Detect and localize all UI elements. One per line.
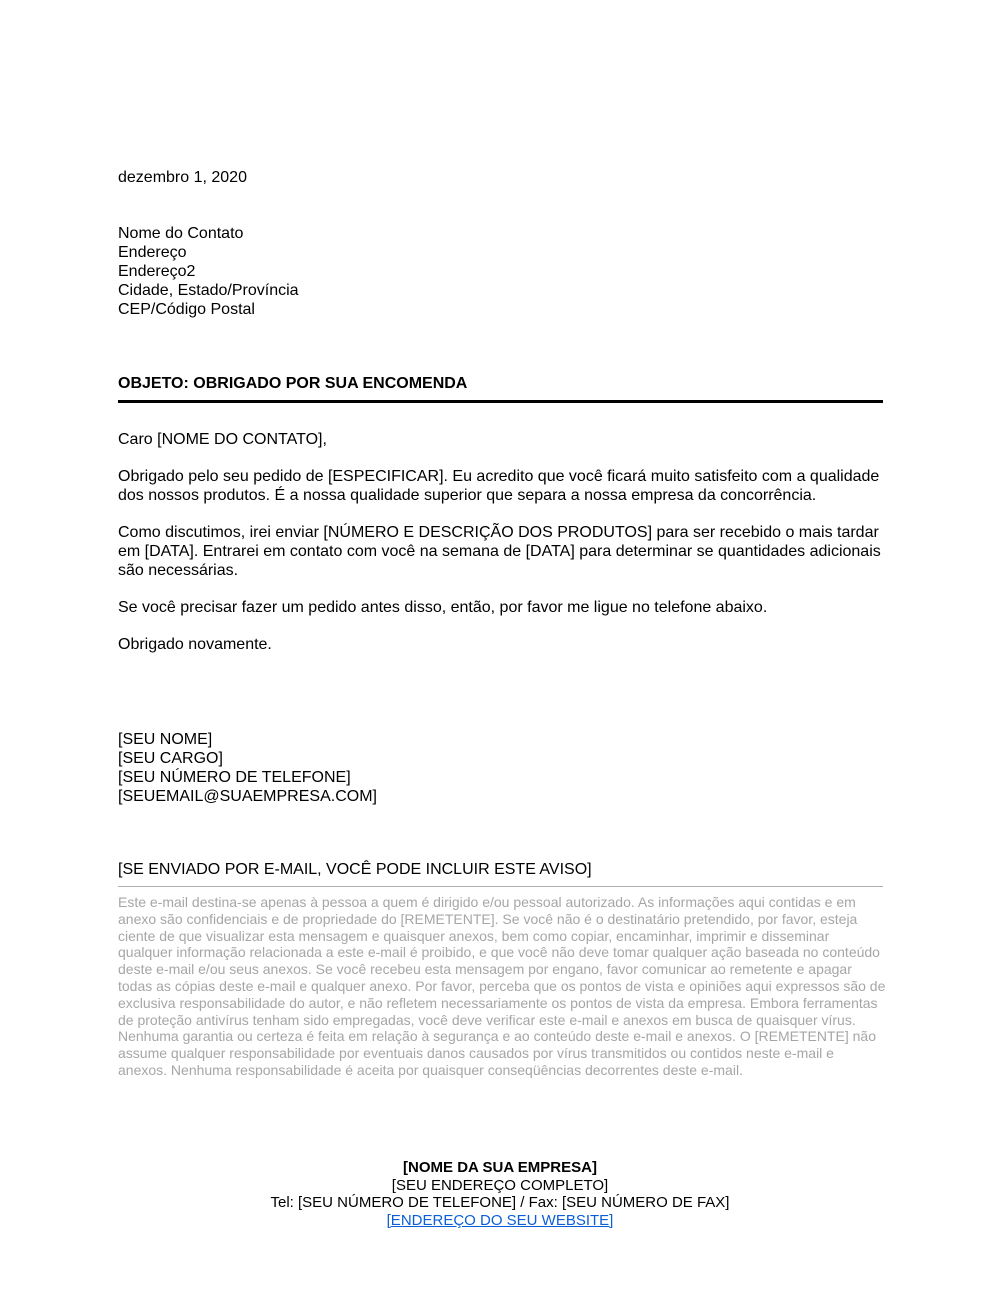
email-notice-title: [SE ENVIADO POR E-MAIL, VOCÊ PODE INCLUIR ESTE AVISO] (118, 861, 592, 878)
company-footer (0, 1159, 1000, 1229)
subject-divider (118, 400, 883, 403)
letter-body (118, 430, 883, 672)
recipient-address (118, 224, 299, 319)
letter-date: dezembro 1, 2020 (118, 169, 247, 186)
letter-closing: Obrigado novamente. (118, 636, 272, 653)
letter-paragraph: Como discutimos, irei enviar [NÚMERO E DESCRIÇÃO DOS PRODUTOS] para ser recebido o mais tardar em [DATA]. Entrarei em contato com você na semana de [DATA] para determinar se quantidades adicionais são necessárias. (118, 524, 881, 579)
footer-contact: Tel: [SEU NÚMERO DE TELEFONE] / Fax: [SEU NÚMERO DE FAX] (270, 1194, 730, 1211)
email-disclaimer: Este e-mail destina-se apenas à pessoa a quem é dirigido e/ou pessoal autorizado. As informações aqui contidas e em anexo são confidenciais e de propriedade do [REMETENTE]. Se você não é o destinatário pretendido, por favor, esteja ciente de que visualizar esta mensagem e quaisquer anexos, bem como copiar, encaminhar, imprimir e disseminar qualquer informação relacionada a este e-mail é proibido, e que você não deve tomar qualquer ação baseada no conteúdo deste e-mail e/ou seus anexos. Se você recebeu esta mensagem por engano, favor comunicar ao remetente e apagar todas as cópias deste e-mail e qualquer anexo. Por favor, perceba que os pontos de vista e opiniões aqui expressos são de exclusiva responsabilidade do autor, e não refletem necessariamente os pontos de vista da empresa. Embora ferramentas de proteção antivírus tenham sido empregadas, você deve verificar este e-mail e anexos em busca de quaisquer vírus. Nenhuma garantia ou certeza é feita em relação à segurança e ao conteúdo deste e-mail e anexos. O [REMETENTE] não assume qualquer responsabilidade por eventuais danos causados por vírus transmitidos ou contidos neste e-mail e anexos. Nenhuma responsabilidade é aceita por quaisquer conseqüências decorrentes deste e-mail. (118, 894, 886, 1078)
recipient-postal-code: CEP/Código Postal (118, 301, 255, 318)
letter-salutation: Caro [NOME DO CONTATO], (118, 431, 327, 448)
recipient-address-line1: Endereço (118, 244, 187, 261)
footer-address: [SEU ENDEREÇO COMPLETO] (391, 1176, 609, 1194)
letter-subject: OBJETO: OBRIGADO POR SUA ENCOMENDA (118, 375, 468, 392)
signature-title: [SEU CARGO] (118, 750, 223, 767)
recipient-address-line2: Endereço2 (118, 263, 196, 280)
recipient-city-state: Cidade, Estado/Província (118, 282, 299, 299)
letter-paragraph: Se você precisar fazer um pedido antes disso, então, por favor me ligue no telefone abaixo. (118, 599, 768, 616)
signature-phone: [SEU NÚMERO DE TELEFONE] (118, 769, 351, 786)
signature-block (118, 730, 377, 806)
recipient-name: Nome do Contato (118, 225, 244, 242)
signature-name: [SEU NOME] (118, 731, 213, 748)
letter-paragraph: Obrigado pelo seu pedido de [ESPECIFICAR]. Eu acredito que você ficará muito satisfeito com a qualidade dos nossos produtos. É a nossa qualidade superior que separa a nossa empresa da concorrência. (118, 468, 880, 504)
signature-email: [SEUEMAIL@SUAEMPRESA.COM] (118, 788, 377, 805)
footer-company-name: [NOME DA SUA EMPRESA] (403, 1159, 597, 1176)
notice-divider (118, 886, 883, 887)
footer-website-link[interactable]: [ENDEREÇO DO SEU WEBSITE] (386, 1211, 614, 1229)
